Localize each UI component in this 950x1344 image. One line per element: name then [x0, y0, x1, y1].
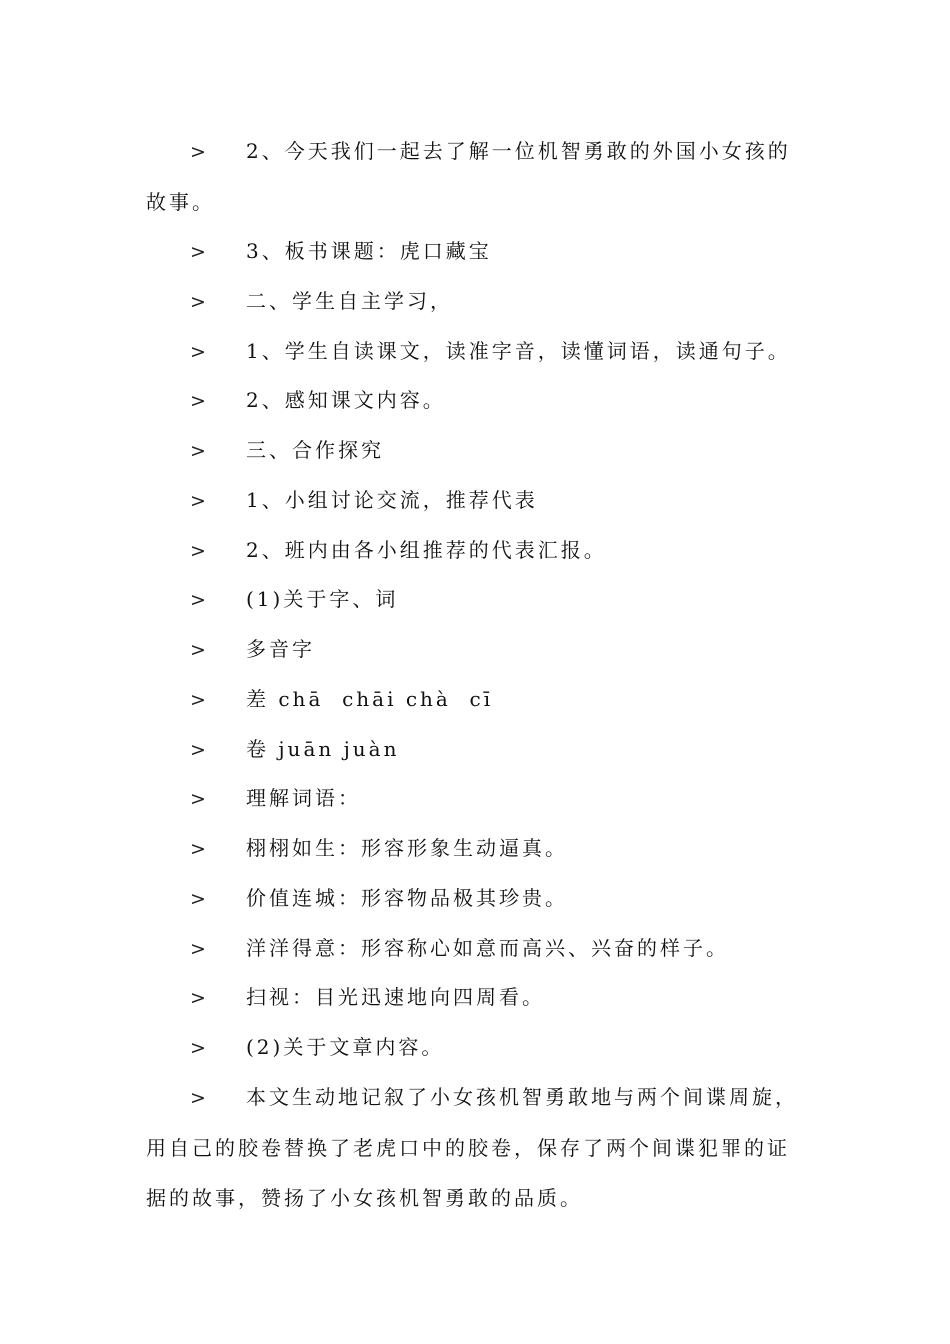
bullet-marker: > — [190, 341, 209, 363]
bullet-marker: > — [190, 689, 209, 711]
bullet-marker: > — [190, 490, 209, 512]
bullet-marker: > — [190, 1087, 209, 1109]
paragraph-text: 卷 juān juàn — [246, 737, 400, 761]
bullet-marker: > — [190, 241, 209, 263]
bullet-marker: > — [190, 788, 209, 810]
paragraph-text: (1)关于字、词 — [246, 587, 399, 611]
bullet-marker: > — [190, 440, 209, 462]
bullet-marker: > — [190, 291, 209, 313]
bullet-marker: > — [190, 888, 209, 910]
paragraph — [146, 1072, 810, 1223]
paragraph — [146, 823, 810, 874]
paragraph — [146, 475, 810, 526]
paragraph-text: 扫视：目光迅速地向四周看。 — [246, 985, 545, 1009]
paragraph — [146, 574, 810, 625]
paragraph-text: 差 chā chāi chà cī — [246, 687, 494, 711]
paragraph — [146, 226, 810, 277]
paragraph-text: 2、班内由各小组推荐的代表汇报。 — [246, 538, 607, 562]
bullet-marker: > — [190, 141, 209, 163]
bullet-marker: > — [190, 540, 209, 562]
bullet-marker: > — [190, 987, 209, 1009]
bullet-marker: > — [190, 838, 209, 860]
bullet-marker: > — [190, 390, 209, 412]
paragraph — [146, 1022, 810, 1073]
bullet-marker: > — [190, 1037, 209, 1059]
paragraph-text: (2)关于文章内容。 — [246, 1035, 445, 1059]
paragraph-text: 3、板书课题：虎口藏宝 — [246, 239, 492, 263]
paragraph-text: 本文生动地记叙了小女孩机智勇敢地与两个间谍周旋，用自己的胶卷替换了老虎口中的胶卷，保存了两个间谍犯罪的证据的故事，赞扬了小女孩机智勇敢的品质。 — [146, 1085, 798, 1210]
paragraph-text: 栩栩如生：形容形象生动逼真。 — [246, 836, 568, 860]
paragraph — [146, 126, 810, 227]
paragraph-text: 2、感知课文内容。 — [246, 388, 446, 412]
paragraph — [146, 425, 810, 476]
paragraph-text: 1、小组讨论交流，推荐代表 — [246, 488, 538, 512]
paragraph — [146, 375, 810, 426]
paragraph-text: 二、学生自主学习， — [246, 289, 453, 313]
bullet-marker: > — [190, 938, 209, 960]
paragraph — [146, 525, 810, 576]
paragraph — [146, 923, 810, 974]
paragraph — [146, 724, 810, 775]
bullet-marker: > — [190, 639, 209, 661]
paragraph-text: 2、今天我们一起去了解一位机智勇敢的外国小女孩的故事。 — [146, 139, 791, 214]
paragraph-text: 理解词语： — [246, 786, 361, 810]
paragraph-text: 价值连城：形容物品极其珍贵。 — [246, 886, 568, 910]
paragraph-text: 三、合作探究 — [246, 438, 384, 462]
paragraph — [146, 326, 810, 377]
paragraph-text: 洋洋得意：形容称心如意而高兴、兴奋的样子。 — [246, 936, 729, 960]
paragraph-text: 1、学生自读课文，读准字音，读懂词语，读通句子。 — [246, 339, 791, 363]
paragraph-text: 多音字 — [246, 637, 315, 661]
paragraph — [146, 972, 810, 1023]
paragraph — [146, 674, 810, 725]
paragraph — [146, 276, 810, 327]
paragraph — [146, 624, 810, 675]
bullet-marker: > — [190, 589, 209, 611]
bullet-marker: > — [190, 739, 209, 761]
paragraph — [146, 773, 810, 824]
paragraph — [146, 873, 810, 924]
